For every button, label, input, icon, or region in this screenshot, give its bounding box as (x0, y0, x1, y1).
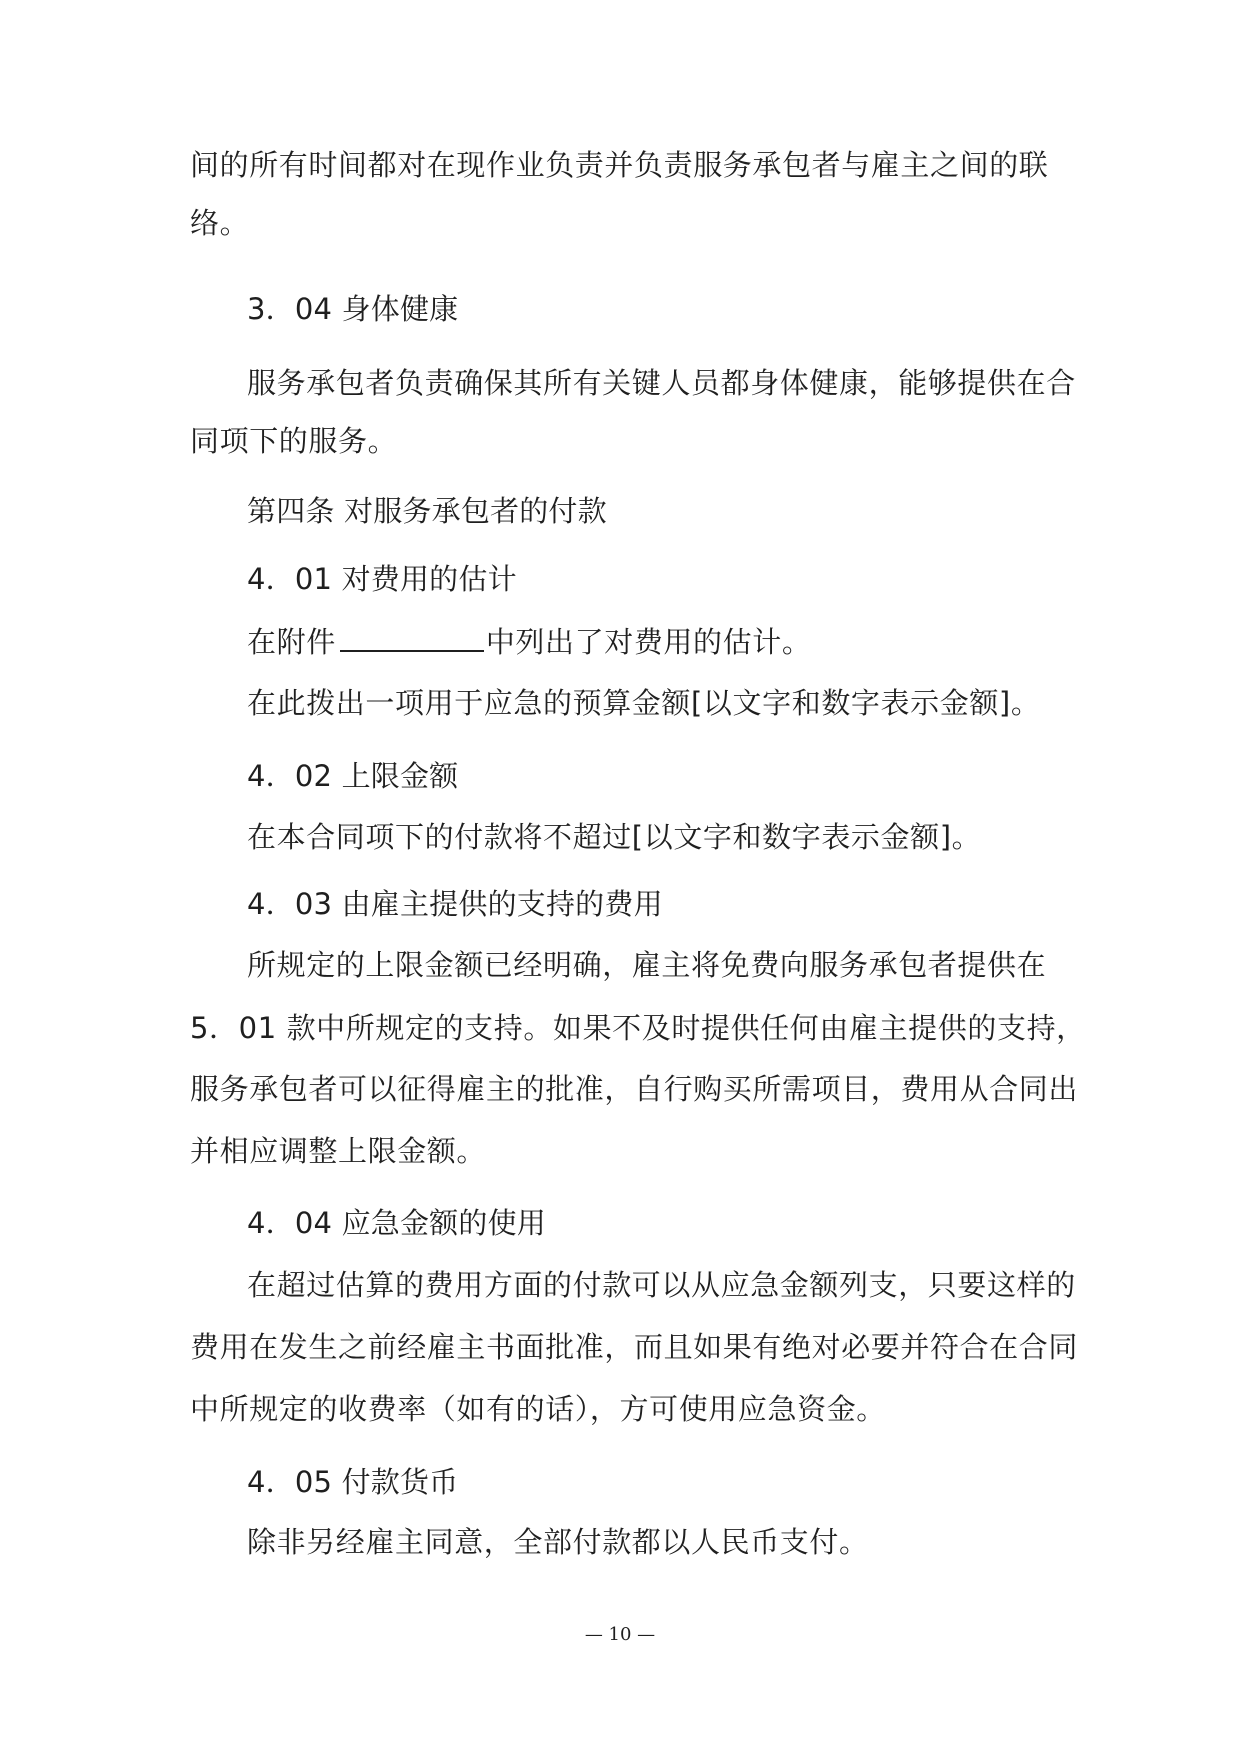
paragraph-line: 在超过估算的费用方面的付款可以从应急金额列支，只要这样的 (247, 1268, 1076, 1302)
paragraph-line: 5．01 款中所规定的支持。如果不及时提供任何由雇主提供的支持， (190, 1011, 1086, 1045)
paragraph-line: 同项下的服务。 (190, 424, 398, 458)
section-heading-4-02: 4．02 上限金额 (247, 759, 459, 793)
section-heading-3-04: 3．04 身体健康 (247, 292, 459, 326)
paragraph-line: 服务承包者可以征得雇主的批准，自行购买所需项目，费用从合同出 (190, 1072, 1079, 1106)
paragraph-line: 间的所有时间都对在现作业负责并负责服务承包者与雇主之间的联 (190, 148, 1049, 182)
paragraph-line: 并相应调整上限金额。 (190, 1134, 487, 1168)
paragraph-line: 在此拨出一项用于应急的预算金额[以文字和数字表示金额]。 (247, 686, 1041, 720)
paragraph-line: 所规定的上限金额已经明确，雇主将免费向服务承包者提供在 (247, 948, 1047, 982)
appendix-suffix: 中列出了对费用的估计。 (485, 625, 812, 659)
section-heading-4-03: 4．03 由雇主提供的支持的费用 (247, 887, 663, 921)
paragraph-line: 在本合同项下的付款将不超过[以文字和数字表示金额]。 (247, 820, 982, 854)
section-heading-4-04: 4．04 应急金额的使用 (247, 1206, 546, 1240)
paragraph-line: 络。 (190, 206, 250, 240)
appendix-prefix: 在附件 (247, 625, 336, 659)
paragraph-line: 费用在发生之前经雇主书面批准，而且如果有绝对必要并符合在合同 (190, 1330, 1079, 1364)
paragraph-line: 服务承包者负责确保其所有关键人员都身体健康，能够提供在合 (247, 366, 1076, 400)
section-heading-4-05: 4．05 付款货币 (247, 1465, 459, 1499)
appendix-fill-line (247, 622, 1107, 662)
article-heading-4: 第四条 对服务承包者的付款 (247, 494, 607, 528)
paragraph-line: 除非另经雇主同意，全部付款都以人民币支付。 (247, 1525, 869, 1559)
section-heading-4-01: 4．01 对费用的估计 (247, 562, 517, 596)
paragraph-line: 中所规定的收费率（如有的话），方可使用应急资金。 (190, 1392, 886, 1426)
page-number: — 10 — (584, 1624, 656, 1645)
appendix-blank-field (340, 623, 484, 652)
